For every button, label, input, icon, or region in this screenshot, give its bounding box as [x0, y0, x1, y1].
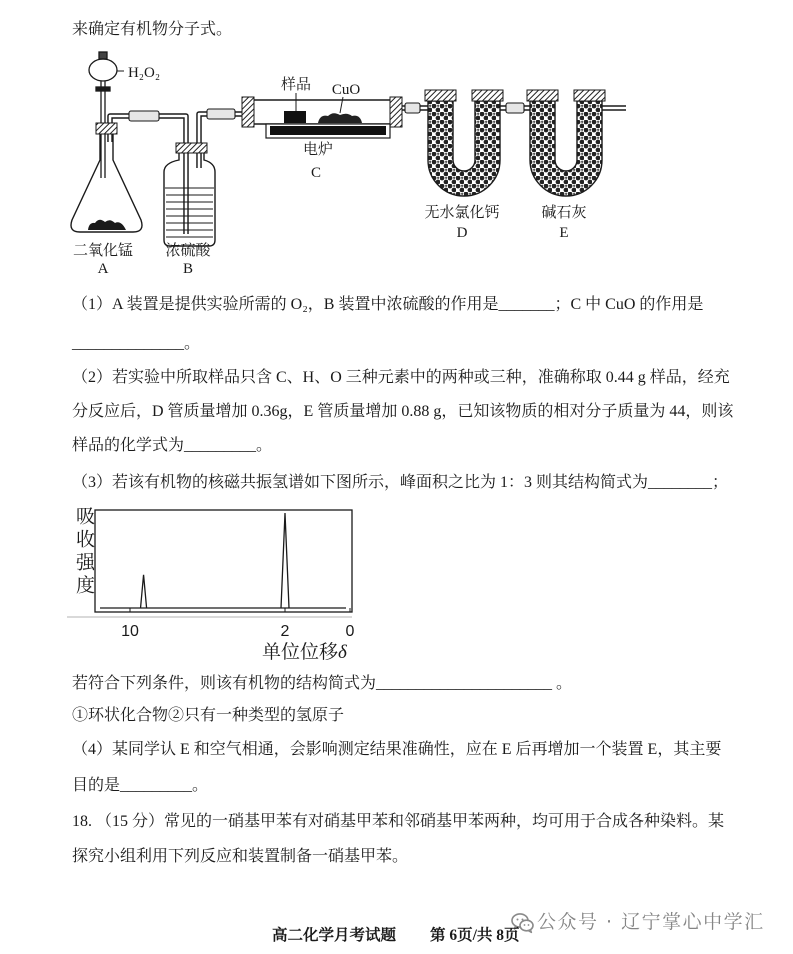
- nmr-x-axis-label: [262, 637, 347, 664]
- question3-line1: （3）若该有机物的核磁共振氢谱如下图所示，峰面积之比为 1：3 则其结构简式为________；: [72, 474, 729, 491]
- rubber-connector-cd: [405, 103, 420, 113]
- concentrated-sulfuric-acid-liquid: [165, 188, 214, 237]
- question18-line1: 18. （15 分）常见的一硝基甲苯有对硝基甲苯和邻硝基甲苯两种，均可用于合成各种染料。某: [72, 813, 725, 830]
- gas-washing-bottle-b: [164, 150, 215, 246]
- copper-oxide-solid: [318, 113, 362, 123]
- page-info: 第 6页/共 8页: [430, 927, 520, 944]
- x-tick-label: 10: [121, 623, 139, 640]
- sample-solid: [284, 111, 306, 123]
- device-e-letter: E: [559, 225, 569, 241]
- question2-line3: 样品的化学式为_________。: [72, 437, 273, 454]
- question4-line2: 目的是_________。: [72, 777, 209, 794]
- question1-line2: ______________。: [72, 335, 201, 352]
- nmr-x-axis-symbol: δ: [338, 642, 347, 663]
- u-tube-e: [530, 101, 602, 196]
- question2-line2: 分反应后，D 管质量增加 0.36g，E 管质量增加 0.88 g，已知该物质的相对分子质量为 44，则该: [72, 403, 734, 420]
- u-tube-e-left-stopper: [527, 90, 558, 101]
- electric-heater: [266, 124, 390, 138]
- device-b-reagent: 浓硫酸: [165, 243, 211, 259]
- watermark-text: 公众号 · 辽宁掌心中学汇: [537, 911, 765, 933]
- nmr-peak: [281, 513, 289, 608]
- device-a-letter: A: [97, 261, 109, 277]
- rubber-connector-bc: [207, 109, 235, 119]
- question4-line1: （4）某同学认 E 和空气相通，会影响测定结果准确性，应在 E 后再增加一个装置 E，其主要: [72, 741, 722, 758]
- device-a-reagent: 二氧化锰: [72, 243, 134, 259]
- flask-a-stopper: [96, 123, 117, 134]
- funnel-reagent-label: H₂O₂: [127, 65, 161, 81]
- nmr-peak: [141, 575, 147, 608]
- heater-label: 电炉: [302, 142, 334, 158]
- question1-line1: （1）A 装置是提供实验所需的 O₂，B 装置中浓硫酸的作用是_______；C 中 CuO 的作用是: [72, 296, 704, 313]
- rubber-connector-ab: [129, 111, 159, 121]
- manganese-dioxide-solid: [88, 220, 126, 230]
- u-tube-d-left-stopper: [425, 90, 456, 101]
- exam-title: 高二化学月考试题: [272, 927, 397, 944]
- question2-line1: （2）若实验中所取样品只含 C、H、O 三种元素中的两种或三种，准确称取 0.44 g 样品，经充: [72, 369, 730, 386]
- question3-conditions: ①环状化合物②只有一种类型的氢原子: [72, 707, 345, 724]
- u-tube-d-right-stopper: [472, 90, 503, 101]
- tube-c-left-stopper: [242, 97, 254, 127]
- device-c-letter: C: [310, 165, 322, 181]
- sample-label: 样品: [280, 77, 312, 93]
- bottle-b-stopper: [176, 143, 207, 153]
- rubber-connector-de: [506, 103, 524, 113]
- x-tick-label: 2: [280, 623, 290, 640]
- conical-flask-a: [71, 133, 142, 232]
- question3-condition-line: 若符合下列条件，则该有机物的结构简式为______________________ 。: [72, 675, 573, 692]
- u-tube-e-right-stopper: [574, 90, 605, 101]
- device-d-letter: D: [456, 225, 468, 241]
- tube-c-right-stopper: [390, 97, 402, 127]
- intro-line: 来确定有机物分子式。: [72, 21, 233, 38]
- device-d-reagent: 无水氯化钙: [424, 205, 500, 221]
- x-tick-label: 0: [345, 623, 355, 640]
- nmr-spectrum-chart: [60, 500, 370, 645]
- device-e-reagent: 碱石灰: [541, 205, 587, 221]
- tube-b-to-c: [199, 114, 246, 168]
- nmr-x-axis-text: 单位位移: [262, 642, 339, 663]
- nmr-y-axis-label: 吸收强度: [73, 506, 94, 598]
- u-tube-d: [428, 101, 500, 196]
- experiment-apparatus-diagram: [55, 45, 635, 285]
- question18-line2: 探究小组利用下列反应和装置制备一硝基甲苯。: [72, 848, 409, 865]
- cuo-label: CuO: [331, 82, 361, 98]
- nmr-plot-frame: [95, 510, 352, 612]
- device-b-letter: B: [182, 261, 194, 277]
